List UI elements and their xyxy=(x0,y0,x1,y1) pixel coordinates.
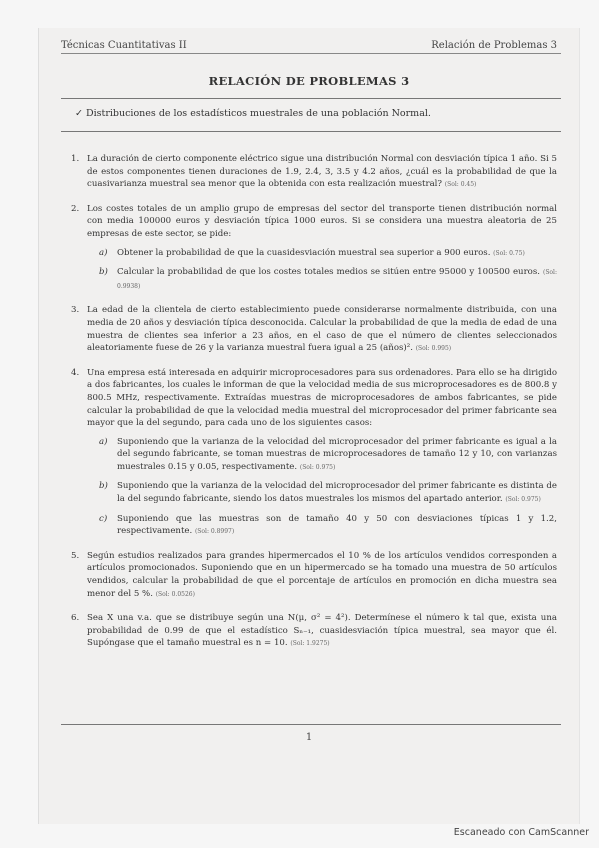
solution-note: (Sol: 0.8997) xyxy=(194,528,235,536)
page-number: 1 xyxy=(305,732,313,743)
section-subtitle: ✓ Distribuciones de los estadísticos muestrales de una población Normal. xyxy=(75,108,431,119)
subproblem-text: Suponiendo que la varianza de la velocidad del microprocesador del primer fabricante es distinta de la del segundo fabricante, siendo los datos muestrales los mismos del apartado anterior. xyxy=(117,481,557,505)
footer-divider xyxy=(61,724,561,725)
solution-note: (Sol: 0.9938) xyxy=(117,269,557,290)
problem-text: Los costes totales de un amplio grupo de empresas del sector del transporte tienen distribución normal con media 100000 euros y desviación típica 1000 euros. Si se considera una muestra aleatoria de 25 empresas de este sector, se pide: xyxy=(87,203,557,239)
problem-text: La duración de cierto componente eléctrico sigue una distribución Normal con desviación típica 1 año. Si 5 de estos componentes tienen duraciones de 1.9, 2.4, 3, 3.5 y 4.2 años, ¿cuál es la probabilidad de que la cuasivarianza muestral sea menor que la obtenida con esta realización muestral? xyxy=(87,154,557,190)
subproblem-item xyxy=(87,513,557,539)
subproblem-label: a) xyxy=(99,436,108,447)
subproblem-label: c) xyxy=(99,513,108,524)
problem-item xyxy=(67,203,557,294)
solution-note: (Sol: 1.9275) xyxy=(290,640,330,648)
title-divider-top xyxy=(61,98,561,99)
solution-note: (Sol: 0.975) xyxy=(299,463,336,471)
problem-text: Sea X una v.a. que se distribuye según una N(μ, σ² = 4²). Determínese el número k tal que, exista una probabilidad de 0.99 de que el estadístico Sₙ₋₁, cuasidesviación típica muestral, sea mayor que él. Supóngase que el tamaño muestral es n = 10. xyxy=(87,613,557,649)
problem-item xyxy=(67,612,557,651)
subproblem-text: Calcular la probabilidad de que los costes totales medios se sitúen entre 95000 y 100500 euros. xyxy=(117,267,540,278)
problem-item xyxy=(67,304,557,355)
subproblem-label: a) xyxy=(99,247,108,258)
subproblem-text: Obtener la probabilidad de que la cuasidesviación muestral sea superior a 900 euros. xyxy=(117,247,491,258)
subproblem-text: Suponiendo que la varianza de la velocidad del microprocesador del primer fabricante es igual a la del segundo fabricante, se toman muestras de microprocesadores de tamaño 12 y 10, con varianzas muestrales 0.15 y 0.05, respectivamente. xyxy=(117,436,557,472)
problem-item xyxy=(67,153,557,192)
problem-item xyxy=(67,550,557,601)
problem-list xyxy=(67,153,557,662)
problem-text: Según estudios realizados para grandes hipermercados el 10 % de los artículos vendidos corresponden a artículos promocionados. Suponiendo que en un hipermercado se ha tomado una muestra de 50 artículos vendidos, calcular la probabilidad de que el porcentaje de artículos en promoción en dicha muestra sea menor del 5 %. xyxy=(87,550,557,599)
solution-note: (Sol: 0.0526) xyxy=(155,590,195,598)
problem-text: Una empresa está interesada en adquirir microprocesadores para sus ordenadores. Para ello se ha dirigido a dos fabricantes, los cuales le informan de que la velocidad media de sus microprocesadores es de 800.8 y 800.5 MHz, respectivamente. Extraídas muestras de microprocesadores de ambos fabricantes, se pide calcular la probabilidad de que la velocidad media muestral del microprocesador del primer fabricante sea mayor que la del segundo, para cada uno de los siguientes casos: xyxy=(87,367,557,429)
problem-text: La edad de la clientela de cierto establecimiento puede considerarse normalmente distribuida, con una media de 20 años y desviación típica desconocida. Calcular la probabilidad de que la media de edad de una muestra de clientes sea inferior a 23 años, en el caso de que el número de clientes seleccionados aleatoriamente fuese de 26 y la varianza muestral fuera igual a 25 (años)². xyxy=(87,305,557,354)
solution-note: (Sol: 0.995) xyxy=(415,345,452,353)
header-sheet-title: Relación de Problemas 3 xyxy=(431,40,557,51)
problem-number: 5. xyxy=(71,550,80,561)
document-page xyxy=(38,28,580,824)
subproblem-item xyxy=(87,436,557,475)
page-title: RELACIÓN DE PROBLEMAS 3 xyxy=(208,74,410,88)
solution-note: (Sol: 0.975) xyxy=(505,496,541,504)
subproblem-label: b) xyxy=(99,267,108,278)
header-divider xyxy=(61,53,561,54)
scanner-watermark: Escaneado con CamScanner xyxy=(453,827,589,838)
problem-number: 3. xyxy=(71,305,80,316)
problem-item xyxy=(67,367,557,539)
subproblem-item xyxy=(87,266,557,293)
problem-number: 1. xyxy=(71,154,80,164)
subproblem-text: Suponiendo que las muestras son de tamaño 40 y 50 con desviaciones típicas 1 y 1.2, respectivamente. xyxy=(117,513,557,537)
subproblem-item xyxy=(87,247,557,261)
title-divider-bottom xyxy=(61,131,561,132)
subproblem-label: b) xyxy=(99,481,108,492)
subproblem-item xyxy=(87,480,557,506)
solution-note: (Sol: 0.45) xyxy=(444,181,477,189)
problem-number: 2. xyxy=(71,203,80,214)
problem-number: 6. xyxy=(71,613,80,624)
header-course-title: Técnicas Cuantitativas II xyxy=(61,40,187,51)
solution-note: (Sol: 0.75) xyxy=(493,249,525,257)
problem-number: 4. xyxy=(71,367,80,378)
